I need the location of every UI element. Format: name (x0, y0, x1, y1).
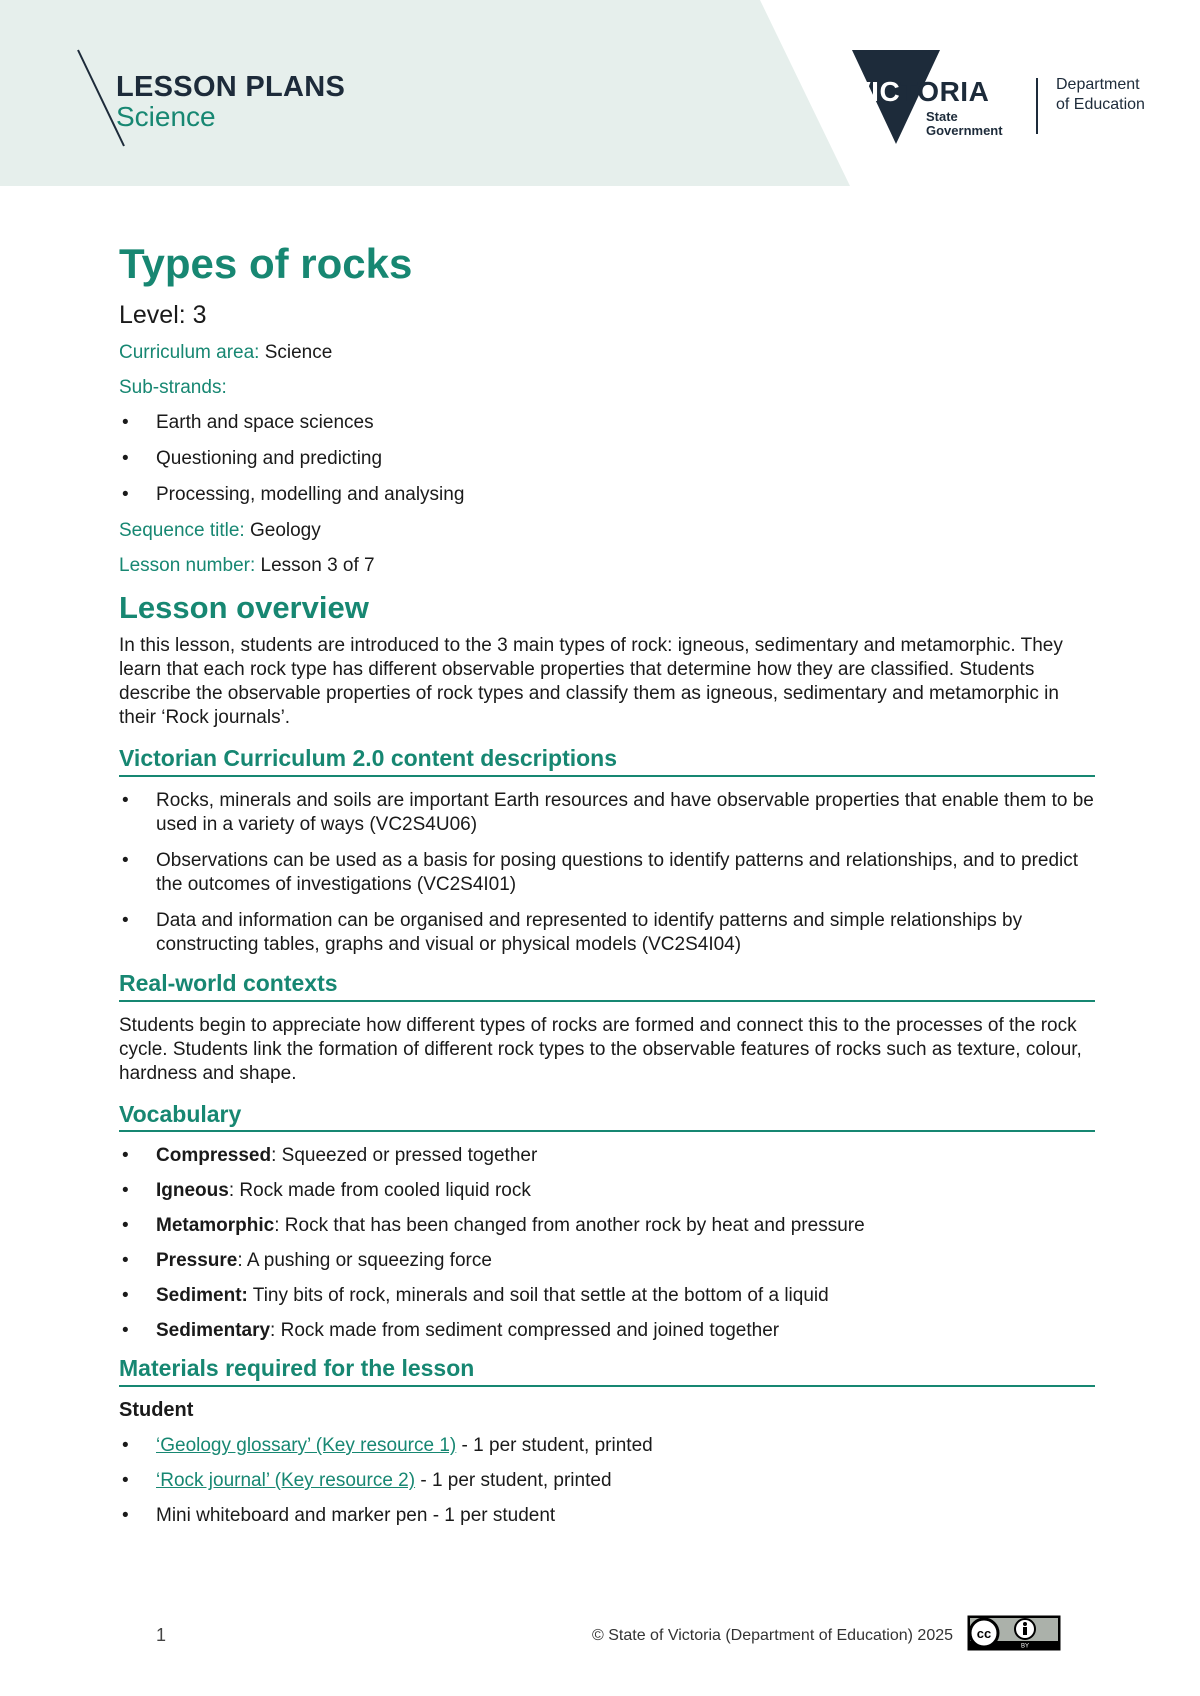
sequence-title: Sequence title: Geology (119, 520, 321, 541)
header-band (0, 0, 1200, 186)
page-number: 1 (156, 1625, 167, 1645)
list-item: • Observations can be used as a basis for posing questions to identify patterns and relationships, and to predict the outcomes of investigations (VC2S4I01) (119, 849, 1095, 897)
list-item: • Mini whiteboard and marker pen - 1 per student (119, 1504, 1095, 1528)
curriculum-heading: Victorian Curriculum 2.0 content descriptions (119, 744, 1095, 777)
copyright-notice: © State of Victoria (Department of Education) 2025 (592, 1627, 954, 1644)
list-item: • Sediment: Tiny bits of rock, minerals and soil that settle at the bottom of a liquid (119, 1284, 1095, 1308)
curriculum-area: Curriculum area: Science (119, 342, 333, 363)
list-item: • Compressed: Squeezed or pressed together (119, 1144, 1095, 1168)
list-item: • Metamorphic: Rock that has been changed from another rock by heat and pressure (119, 1214, 1095, 1238)
materials-list (119, 1434, 1095, 1528)
list-item: • Earth and space sciences (119, 411, 1095, 435)
list-item: • ‘Geology glossary’ (Key resource 1) - 1 per student, printed (119, 1434, 1095, 1458)
page-title: Types of rocks (119, 240, 413, 287)
overview-text: In this lesson, students are introduced to the 3 main types of rock: igneous, sedimentary and metamorphic. They learn that each rock type has different observable properties that determine how they are classified. Students describe the observable properties of rock types and classify them as igneous, sedimentary and metamorphic in their ‘Rock journals’. (119, 635, 1063, 729)
list-item: • Rocks, minerals and soils are important Earth resources and have observable properties that enable them to be used in a variety of ways (VC2S4U06) (119, 789, 1095, 837)
department-label: Department of Education (1056, 76, 1145, 113)
lesson-number: Lesson number: Lesson 3 of 7 (119, 555, 375, 576)
state-government-label: State Government (926, 109, 1003, 138)
list-item: • Pressure: A pushing or squeezing force (119, 1249, 1095, 1273)
materials-heading: Materials required for the lesson (119, 1354, 1095, 1387)
list-item: • Data and information can be organised and represented to identify patterns and simple relationships by constructing tables, graphs and visual or physical models (VC2S4I04) (119, 909, 1095, 957)
lesson-plans-logo (116, 73, 345, 131)
overview-heading: Lesson overview (119, 590, 369, 625)
victoria-government-logo (852, 48, 1032, 148)
lesson-content (119, 238, 1095, 1539)
substrands-list (119, 411, 1095, 507)
level-label: Level: 3 (119, 300, 207, 329)
brand-title: LESSON PLANS (116, 71, 346, 103)
student-subheading: Student (119, 1399, 194, 1422)
list-item: • Questioning and predicting (119, 447, 1095, 471)
list-item: • Sedimentary: Rock made from sediment compressed and joined together (119, 1319, 1095, 1343)
list-item: • Igneous: Rock made from cooled liquid rock (119, 1179, 1095, 1203)
content-descriptions-list (119, 789, 1095, 957)
geology-glossary-link[interactable]: ‘Geology glossary’ (Key resource 1) (156, 1435, 457, 1457)
vocabulary-heading: Vocabulary (119, 1100, 1095, 1133)
logo-divider (1036, 78, 1038, 134)
list-item: • ‘Rock journal’ (Key resource 2) - 1 per student, printed (119, 1469, 1095, 1493)
brand-subject: Science (116, 101, 216, 132)
real-world-heading: Real-world contexts (119, 969, 1095, 1002)
real-world-text: Students begin to appreciate how different types of rocks are formed and connect this to the processes of the rock cycle. Students link the formation of different rock types to the observable features of rocks such as texture, colour, hardness and shape. (119, 1014, 1082, 1084)
rock-journal-link[interactable]: ‘Rock journal’ (Key resource 2) (156, 1470, 416, 1492)
list-item: • Processing, modelling and analysing (119, 483, 1095, 507)
page-footer (0, 1615, 1200, 1655)
cc-by-icon (967, 1615, 1061, 1651)
substrands-label: Sub-strands: (119, 377, 227, 398)
svg-text:BY: BY (1020, 1643, 1030, 1650)
victoria-wordmark: VICTORIA (852, 76, 990, 107)
svg-text:cc: cc (976, 1626, 992, 1641)
vocabulary-list (119, 1144, 1095, 1343)
